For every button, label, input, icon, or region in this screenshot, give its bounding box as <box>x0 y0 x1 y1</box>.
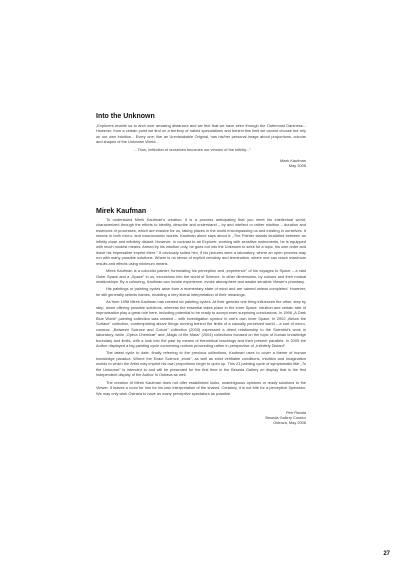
intro-paragraph: „Explorers enable us to arch over amazing distances and we feel that we have seen through the Outermost Darkness... However, from a certain point we find on a territory of naked speculations and behind this limit we cannot choose but rely on our own intuition... Every one, like an Unmistakable Original, has his/her personal image about proportions, colours and shapes of the Unknown World... <box>96 123 306 145</box>
author-role: Beseda Gallery Curator <box>265 415 306 421</box>
body-paragraph: His paintings or painting cycles arise from a momentary state of mind and are named unless completed. However, he still generally selects names, enabling a very liberal interpretation of their meanings. <box>96 286 306 297</box>
body-paragraph: To understand Mirek Kaufman's creation, it is a process anticipating that you meet his intellectual world, characterized through the efforts to identify, describe and understand – by and intellect or rather intuition – duration and essences of processes, which are evasive for us, taking places in the world encompassing us and existing in ourselves. It means in both micro- and macrocosmic worlds. Kaufman alone says about it: „The Painter stands straddled between an infinity close and infinitely distant. However, in contrast to an Explorer, working with sensitive instruments, he is equipped with much modest means. Armed by his intuition only, he goes out into the Unknown to seek for a topic, his own order and leave his impressible imprint there." It obviously suited him, if his pictures were a laboratory, where an open process may run with many possible solutions. Where is no sense of explicit certainty and termination, where one can reach maximum results and effects using minimum means. <box>96 217 306 266</box>
section-mirek-kaufman <box>96 208 306 426</box>
section-into-the-unknown <box>96 113 306 169</box>
intro-signature <box>96 158 306 168</box>
page-number: 27 <box>383 551 390 557</box>
intro-closing-line: ...Thus, reflection of ourselves becomes our version of the Infinity..." <box>134 146 251 152</box>
body-paragraph: The latest cycle to date, finally referring to the previous collections, Kaufman uses to cover a theme of human knowledge paradox. Where the Exact Science „ends", as well as strict verifiable conditions, Intuition and Imagination worlds to which the Artist may imprint his own proportions begin to open up. This 21 painting cycle of symptomatic title „To the Unknown" is intended to and will be presented for the first time in the Beseda Gallery on display that is the first independent display of the Author in Ostrava as well. <box>96 350 306 378</box>
author-name: Petr Pavala <box>285 410 306 416</box>
section-title: Into the Unknown <box>96 113 155 120</box>
signature-date: May 2006 <box>288 163 306 169</box>
author-signature <box>96 410 306 426</box>
body-paragraph: Mirek Kaufman is a colourist painter, formulating his perception and „experience" of his voyages to Space – a vast Outer Space and a „Space" in us, excursions into the world of Science, in other dimensions, by colours and their mutual relationships. By a colouring, Kaufman can invoke experience, evoke atmosphere and awake sensible Viewer's phantasy. <box>96 268 306 284</box>
section-title: Mirek Kaufman <box>96 208 147 215</box>
body-paragraph: As from 1998 Mirek Kaufman has created six painting cycles. At their genesis one thing influences the other, step by step, alone offering possible solutions, whereas the essential takes place in the inner Space. Intuition and certain rate of improvisation play a great role here, including potential to be ready to accept even surprising conclusions. In 1998 „A Dark Blue World" painting collection was created – with investigation symbol in one's own inner Space. In 2002 „Below the Surface" collection, contemplating above things running behind the limits of a casually perceived world – a sort of micro-cosmos. „Between Science and Colour" collection (2003) expressed a direct relationship to the Scientist's work in laboratory, while „Opera Chemicæ" and „Magic of the Mass" (2004) collections focused on the topic of human knowledge boundary and limits, with a look into the past by means of theoretical teachings and their present parallels. In 2005 the Author displayed a big painting cycle concerning notions proceeding rather in perspective of „Infinitely Distant". <box>96 299 306 348</box>
author-date: Ostrava, May 2006 <box>273 420 306 426</box>
signature-name: Mirek Kaufman <box>279 158 306 164</box>
body-paragraph: The creation of Mirek Kaufman does not offer established looks, unambiguous opinions or ready solutions to the Viewer. It leaves a room for him for his own interpretation of the shared. Certainly, it is not trite for a perceptive Spectator. We may only wish Ostrava to have as many perceptive spectators as possible. <box>96 379 306 396</box>
